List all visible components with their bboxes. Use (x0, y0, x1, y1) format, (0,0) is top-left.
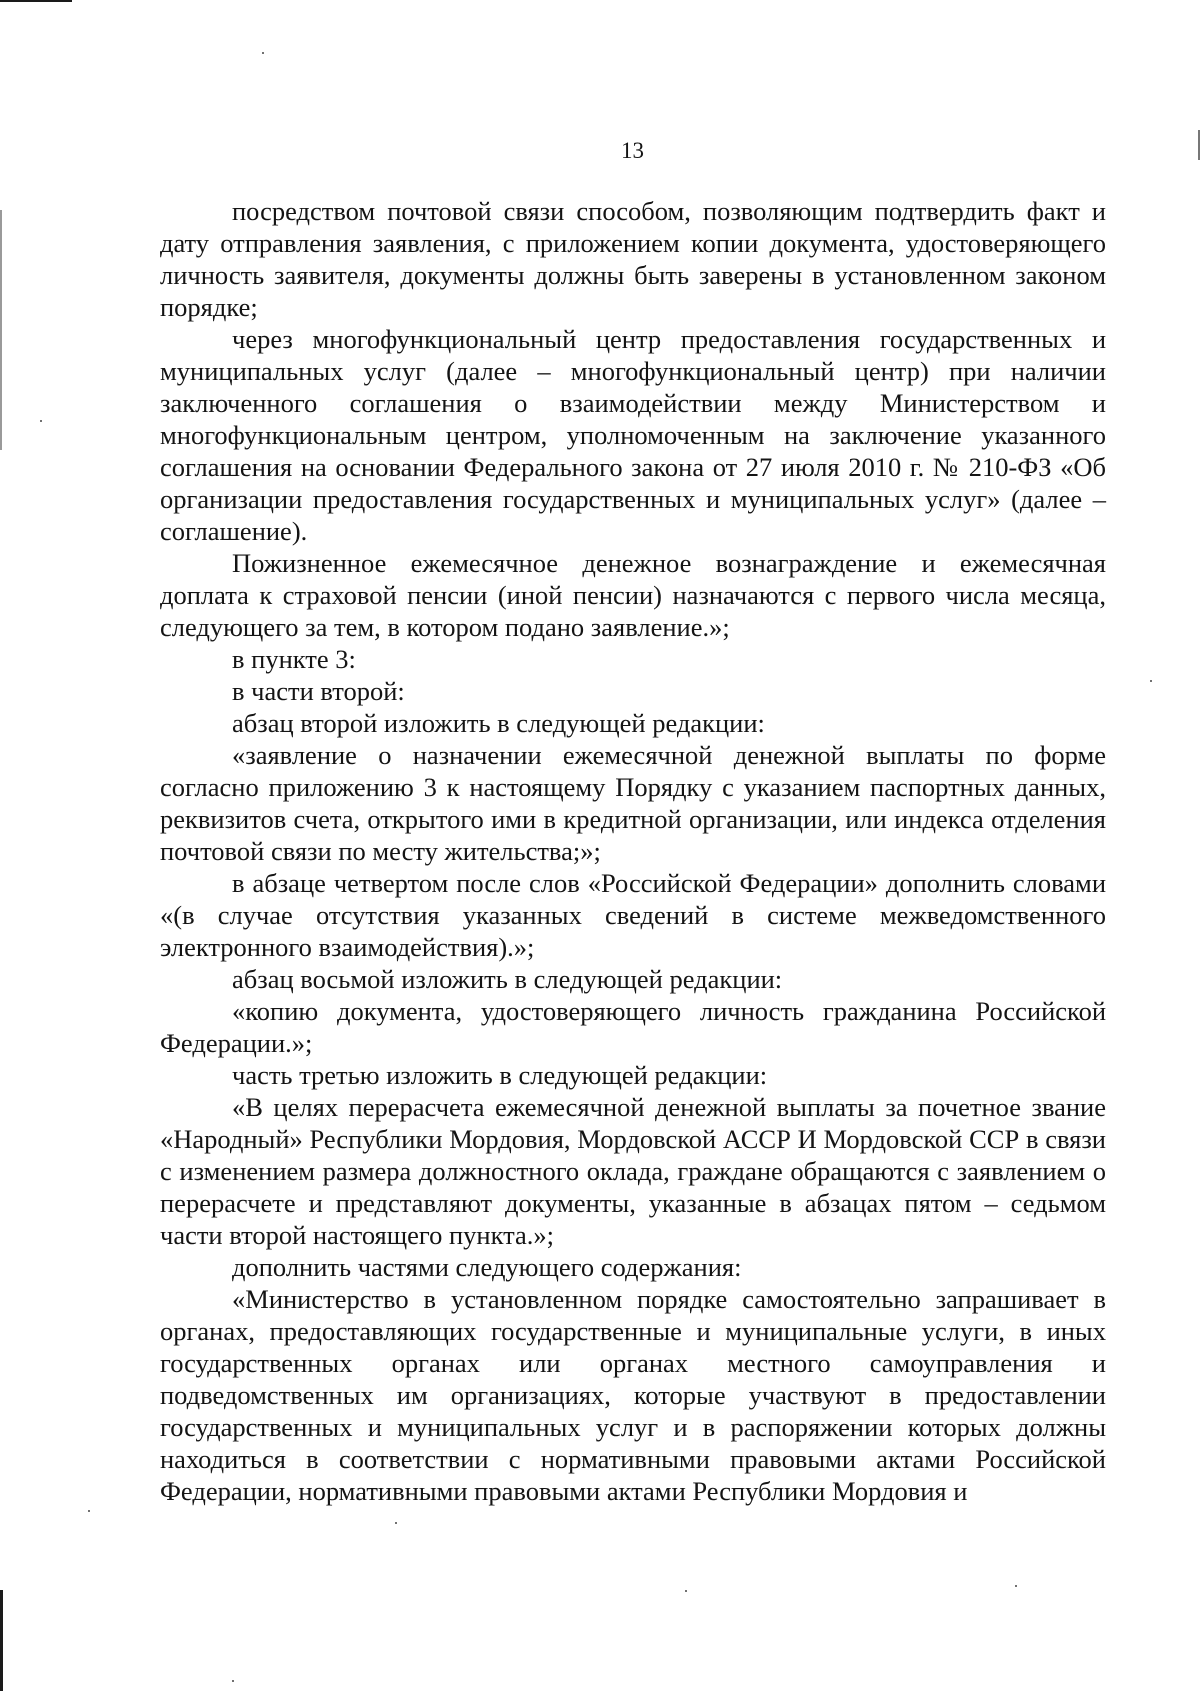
scan-edge-mark-top (0, 0, 72, 2)
paragraph: в абзаце четвертом после слов «Российской Федерации» дополнить словами «(в случае отсутствия указанных сведений в системе межведомственного электронного взаимодействия).»; (160, 868, 1106, 962)
scan-speck (40, 420, 42, 422)
scan-speck (395, 1522, 397, 1524)
paragraph: «копию документа, удостоверяющего личность гражданина Российской Федерации.»; (160, 996, 1106, 1058)
scan-speck (1015, 1585, 1017, 1587)
paragraph: часть третью изложить в следующей редакции: (232, 1060, 768, 1090)
paragraph: дополнить частями следующего содержания: (232, 1252, 742, 1282)
paragraph: в части второй: (232, 676, 405, 706)
document-body (160, 195, 1106, 1507)
paragraph: абзац восьмой изложить в следующей редакции: (232, 964, 783, 994)
scan-edge-mark-bottom (0, 1590, 3, 1691)
scan-speck (685, 1590, 687, 1592)
paragraph: в пункте 3: (232, 644, 356, 674)
scan-edge-mark-left (0, 210, 2, 450)
scan-speck (232, 1680, 234, 1682)
paragraph: «В целях перерасчета ежемесячной денежной выплаты за почетное звание «Народный» Республики Мордовия, Мордовской АССР И Мордовской ССР в связи с изменением размера должностного оклада, граждане обращаются с заявлением о перерасчете и представляют документы, указанные в абзацах пятом – седьмом части второй настоящего пункта.»; (160, 1092, 1106, 1250)
scan-speck (88, 1510, 90, 1512)
page-number: 13 (621, 138, 644, 163)
paragraph: посредством почтовой связи способом, позволяющим подтвердить факт и дату отправления заявления, с приложением копии документа, удостоверяющего личность заявителя, документы должны быть заверены в установленном законом порядке; (160, 196, 1106, 322)
paragraph: «Министерство в установленном порядке самостоятельно запрашивает в органах, предоставляющих государственные и муниципальные услуги, в иных государственных органах или органах местного самоуправления и подведомственных им организациях, которые участвуют в предоставлении государственных и муниципальных услуг и в распоряжении которых должны находиться в соответствии с нормативными правовыми актами Российской Федерации, нормативными правовыми актами Республики Мордовия и (160, 1284, 1106, 1506)
paragraph: Пожизненное ежемесячное денежное вознаграждение и ежемесячная доплата к страховой пенсии (иной пенсии) назначаются с первого числа месяца, следующего за тем, в котором подано заявление.»; (160, 548, 1106, 642)
paragraph: «заявление о назначении ежемесячной денежной выплаты по форме согласно приложению 3 к настоящему Порядку с указанием паспортных данных, реквизитов счета, открытого ими в кредитной организации, или индекса отделения почтовой связи по месту жительства;»; (160, 740, 1106, 866)
scan-speck (1150, 680, 1152, 682)
scan-speck (262, 52, 264, 54)
paragraph: через многофункциональный центр предоставления государственных и муниципальных услуг (далее – многофункциональный центр) при наличии заключенного соглашения о взаимодействии между Министерством и многофункциональным центром, уполномоченным на заключение указанного соглашения на основании Федерального закона от 27 июля 2010 г. № 210-ФЗ «Об организации предоставления государственных и муниципальных услуг» (далее – соглашение). (160, 324, 1106, 546)
paragraph: абзац второй изложить в следующей редакции: (232, 708, 765, 738)
